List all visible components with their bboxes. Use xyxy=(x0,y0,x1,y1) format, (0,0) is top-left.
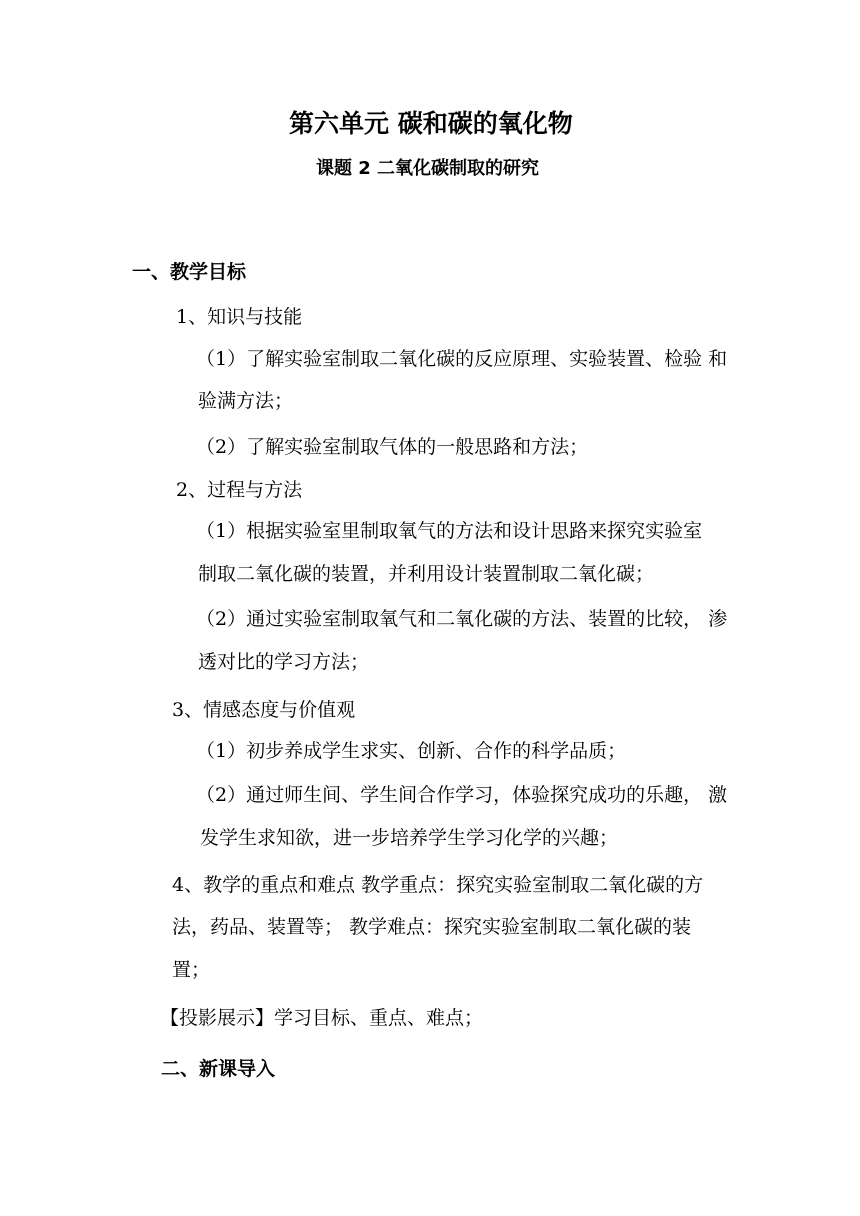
attitude-item-1: （1）初步养成学生求实、创新、合作的科学品质； xyxy=(196,740,627,762)
process-item-1-line-1: （1）根据实验室里制取氧气的方法和设计思路来探究实验室 xyxy=(196,520,703,542)
key-points-line-3: 置； xyxy=(172,959,211,981)
attitude-item-2-line-2: 发学生求知欲，进一步培养学生学习化学的兴趣； xyxy=(200,827,619,849)
document-title: 第六单元 碳和碳的氧化物 xyxy=(289,109,573,138)
key-points-line-2: 法，药品、装置等； 教学难点：探究实验室制取二氧化碳的装 xyxy=(172,916,692,938)
knowledge-item-1-line-2: 验满方法； xyxy=(198,390,294,412)
subheading-knowledge-skills: 1、知识与技能 xyxy=(176,306,303,328)
section-heading-objectives: 一、教学目标 xyxy=(132,261,247,283)
section-heading-new-lesson-intro: 二、新课导入 xyxy=(161,1058,276,1080)
lesson-subtitle: 课题 2 二氧化碳制取的研究 xyxy=(316,158,540,179)
process-item-2-line-1: （2）通过实验室制取氧气和二氧化碳的方法、装置的比较， 渗 xyxy=(196,608,728,630)
key-points-line-1: 4、教学的重点和难点 教学重点：探究实验室制取二氧化碳的方 xyxy=(172,874,704,896)
attitude-item-2-line-1: （2）通过师生间、学生间合作学习，体验探究成功的乐趣， 激 xyxy=(196,784,728,806)
subheading-process-methods: 2、过程与方法 xyxy=(176,479,303,501)
process-item-2-line-2: 透对比的学习方法； xyxy=(198,651,370,673)
subheading-attitudes-values: 3、情感态度与价值观 xyxy=(172,699,356,721)
knowledge-item-1-line-1: （1）了解实验室制取二氧化碳的反应原理、实验装置、检验 和 xyxy=(196,348,728,370)
projection-note: 【投影展示】学习目标、重点、难点； xyxy=(160,1007,484,1029)
process-item-1-line-2: 制取二氧化碳的装置，并利用设计装置制取二氧化碳； xyxy=(198,563,655,585)
knowledge-item-2: （2）了解实验室制取气体的一般思路和方法； xyxy=(196,436,589,458)
